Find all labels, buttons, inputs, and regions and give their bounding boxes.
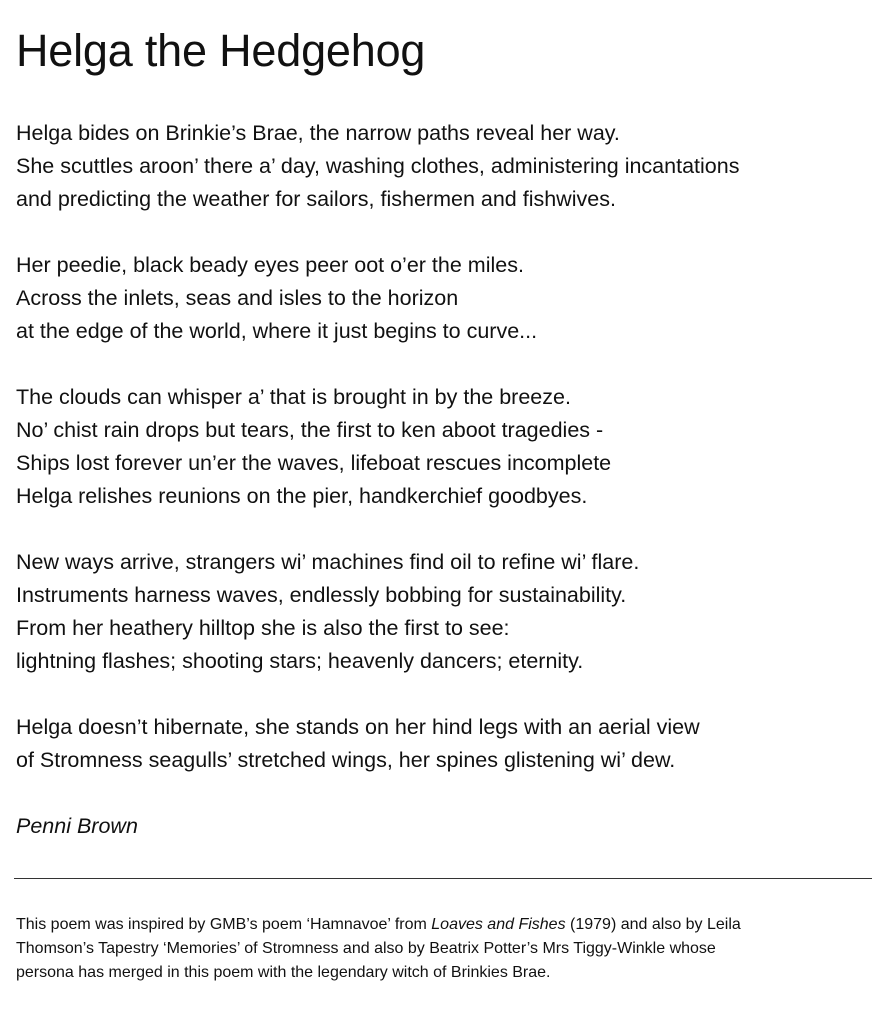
footnote-text: (1979) and also by Leila: [565, 916, 741, 933]
poem-line: at the edge of the world, where it just begins to curve...: [16, 319, 538, 343]
poem-line: Instruments harness waves, endlessly bobbing for sustainability.: [16, 583, 627, 607]
stanza-4: [16, 546, 876, 678]
stanza-5: [16, 711, 876, 777]
stanza-1: [16, 117, 876, 216]
footnote-book-title: Loaves and Fishes: [431, 916, 566, 933]
poem-body: [16, 117, 876, 843]
footnote-line-3: persona has merged in this poem with the legendary witch of Brinkies Brae.: [16, 964, 551, 981]
poem-line: and predicting the weather for sailors, fishermen and fishwives.: [16, 187, 616, 211]
footnote-line-1: [16, 913, 866, 937]
poem-line: lightning flashes; shooting stars; heavenly dancers; eternity.: [16, 649, 584, 673]
poem-line: No’ chist rain drops but tears, the first to ken aboot tragedies -: [16, 418, 604, 442]
poem-line: She scuttles aroon’ there a’ day, washing clothes, administering incantations: [16, 154, 740, 178]
poem-line: The clouds can whisper a’ that is brought in by the breeze.: [16, 385, 571, 409]
poem-line: Helga relishes reunions on the pier, handkerchief goodbyes.: [16, 484, 588, 508]
poem-author: Penni Brown: [16, 814, 138, 838]
footnote-divider: [14, 878, 872, 879]
poem-line: Ships lost forever un’er the waves, lifeboat rescues incomplete: [16, 451, 612, 475]
footnote-line-2: Thomson’s Tapestry ‘Memories’ of Stromness and also by Beatrix Potter’s Mrs Tiggy-Winkle whose: [16, 940, 716, 957]
poem-line: of Stromness seagulls’ stretched wings, her spines glistening wi’ dew.: [16, 748, 676, 772]
footnote-text: This poem was inspired by GMB’s poem ‘Hamnavoe’ from: [16, 916, 432, 933]
poem-line: New ways arrive, strangers wi’ machines find oil to refine wi’ flare.: [16, 550, 640, 574]
poem-line: Helga doesn’t hibernate, she stands on her hind legs with an aerial view: [16, 715, 700, 739]
stanza-2: [16, 249, 876, 348]
poem-line: Her peedie, black beady eyes peer oot o’er the miles.: [16, 253, 524, 277]
footnote: [16, 913, 866, 985]
poem-line: From her heathery hilltop she is also the first to see:: [16, 616, 510, 640]
poem-title: Helga the Hedgehog: [16, 25, 426, 76]
stanza-3: [16, 381, 876, 513]
poem-line: Helga bides on Brinkie’s Brae, the narrow paths reveal her way.: [16, 121, 620, 145]
poem-line: Across the inlets, seas and isles to the horizon: [16, 286, 459, 310]
